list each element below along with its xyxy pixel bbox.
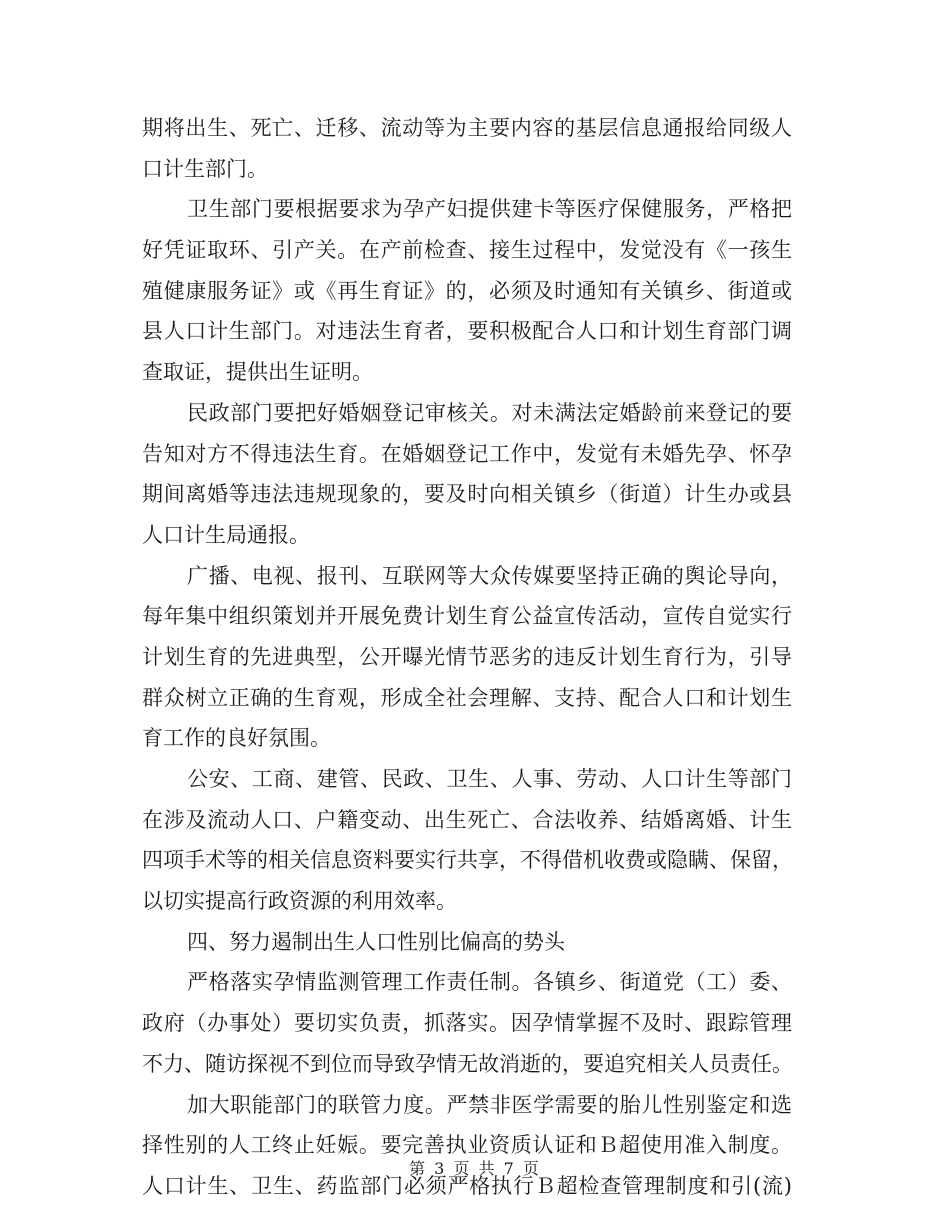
text-line-content: 四、努力遏制出生人口性别比偏高的势头 (187, 929, 565, 954)
text-line-content: 计划生育的先进典型，公开曝光情节恶劣的违反计划生育行为，引导 (142, 644, 792, 669)
text-line-content: 不力、随访探视不到位而导致孕情无故消逝的，要追究相关人员责任。 (142, 1051, 793, 1076)
text-line-content: 期间离婚等违法违规现象的，要及时向相关镇乡（街道）计生办或县 (142, 482, 792, 507)
text-line (142, 434, 802, 475)
text-line-content: 在涉及流动人口、户籍变动、出生死亡、合法收养、结婚离婚、计生 (142, 807, 792, 832)
text-line-content: 好凭证取环、引产关。在产前检查、接生过程中，发觉没有《一孩生 (142, 238, 792, 263)
text-line-content: 每年集中组织策划并开展免费计划生育公益宣传活动，宣传自觉实行 (142, 604, 792, 629)
text-line-content: 口计生部门。 (142, 156, 268, 181)
text-line (142, 1003, 802, 1044)
text-line-content: 县人口计生部门。对违法生育者，要积极配合人口和计划生育部门调 (142, 319, 792, 344)
text-line (142, 271, 802, 312)
text-line (142, 718, 802, 759)
text-line (142, 352, 802, 393)
text-line (142, 393, 802, 434)
text-line (142, 800, 802, 841)
text-line-content: 期将出生、死亡、迁移、流动等为主要内容的基层信息通报给同级人 (142, 116, 792, 140)
page-footer: 第 3 页 共 7 页 (409, 1159, 541, 1178)
text-line-content: 加大职能部门的联管力度。严禁非医学需要的胎儿性别鉴定和选 (187, 1092, 792, 1117)
text-line (142, 515, 802, 556)
text-line (142, 1085, 802, 1126)
text-line (142, 1044, 802, 1085)
text-line-content: 卫生部门要根据要求为孕产妇提供建卡等医疗保健服务，严格把 (187, 197, 792, 222)
text-line-content: 人口计生、卫生、药监部门必须严格执行Ｂ超检查管理制度和引(流) (142, 1173, 792, 1198)
document-body (142, 108, 802, 1207)
text-line (142, 759, 802, 800)
text-line (142, 922, 802, 963)
text-line (142, 840, 802, 881)
text-line-content: 严格落实孕情监测管理工作责任制。各镇乡、街道党（工）委、 (187, 970, 792, 995)
text-line-content: 择性别的人工终止妊娠。要完善执业资质认证和Ｂ超使用准入制度。 (142, 1133, 792, 1158)
text-line (142, 637, 802, 678)
text-line (142, 474, 802, 515)
text-line (142, 230, 802, 271)
text-line (142, 881, 802, 922)
text-line-content: 查取证，提供出生证明。 (142, 360, 373, 385)
text-line-content: 殖健康服务证》或《再生育证》的，必须及时通知有关镇乡、街道或 (142, 278, 792, 303)
text-line (142, 596, 802, 637)
text-line-content: 公安、工商、建管、民政、卫生、人事、劳动、人口计生等部门 (187, 767, 792, 791)
text-line (142, 556, 802, 597)
text-line (142, 311, 802, 352)
text-line (142, 962, 802, 1003)
text-line-content: 人口计生局通报。 (142, 522, 310, 547)
text-line-content: 四项手术等的相关信息资料要实行共享，不得借机收费或隐瞒、保留， (142, 848, 793, 873)
text-line-content: 育工作的良好氛围。 (142, 726, 331, 751)
text-line (142, 189, 802, 230)
text-line-content: 政府（办事处）要切实负责，抓落实。因孕情掌握不及时、跟踪管理 (142, 1011, 792, 1036)
text-line (142, 108, 802, 149)
text-line (142, 149, 802, 190)
text-line-content: 民政部门要把好婚姻登记审核关。对未满法定婚龄前来登记的要 (187, 400, 792, 425)
text-line-content: 广播、电视、报刊、互联网等大众传媒要坚持正确的舆论导向， (187, 563, 792, 588)
text-line-content: 告知对方不得违法生育。在婚姻登记工作中，发觉有未婚先孕、怀孕 (142, 441, 792, 466)
text-line (142, 678, 802, 719)
text-line-content: 群众树立正确的生育观，形成全社会理解、支持、配合人口和计划生 (142, 685, 792, 710)
text-line-content: 以切实提高行政资源的利用效率。 (142, 889, 457, 914)
